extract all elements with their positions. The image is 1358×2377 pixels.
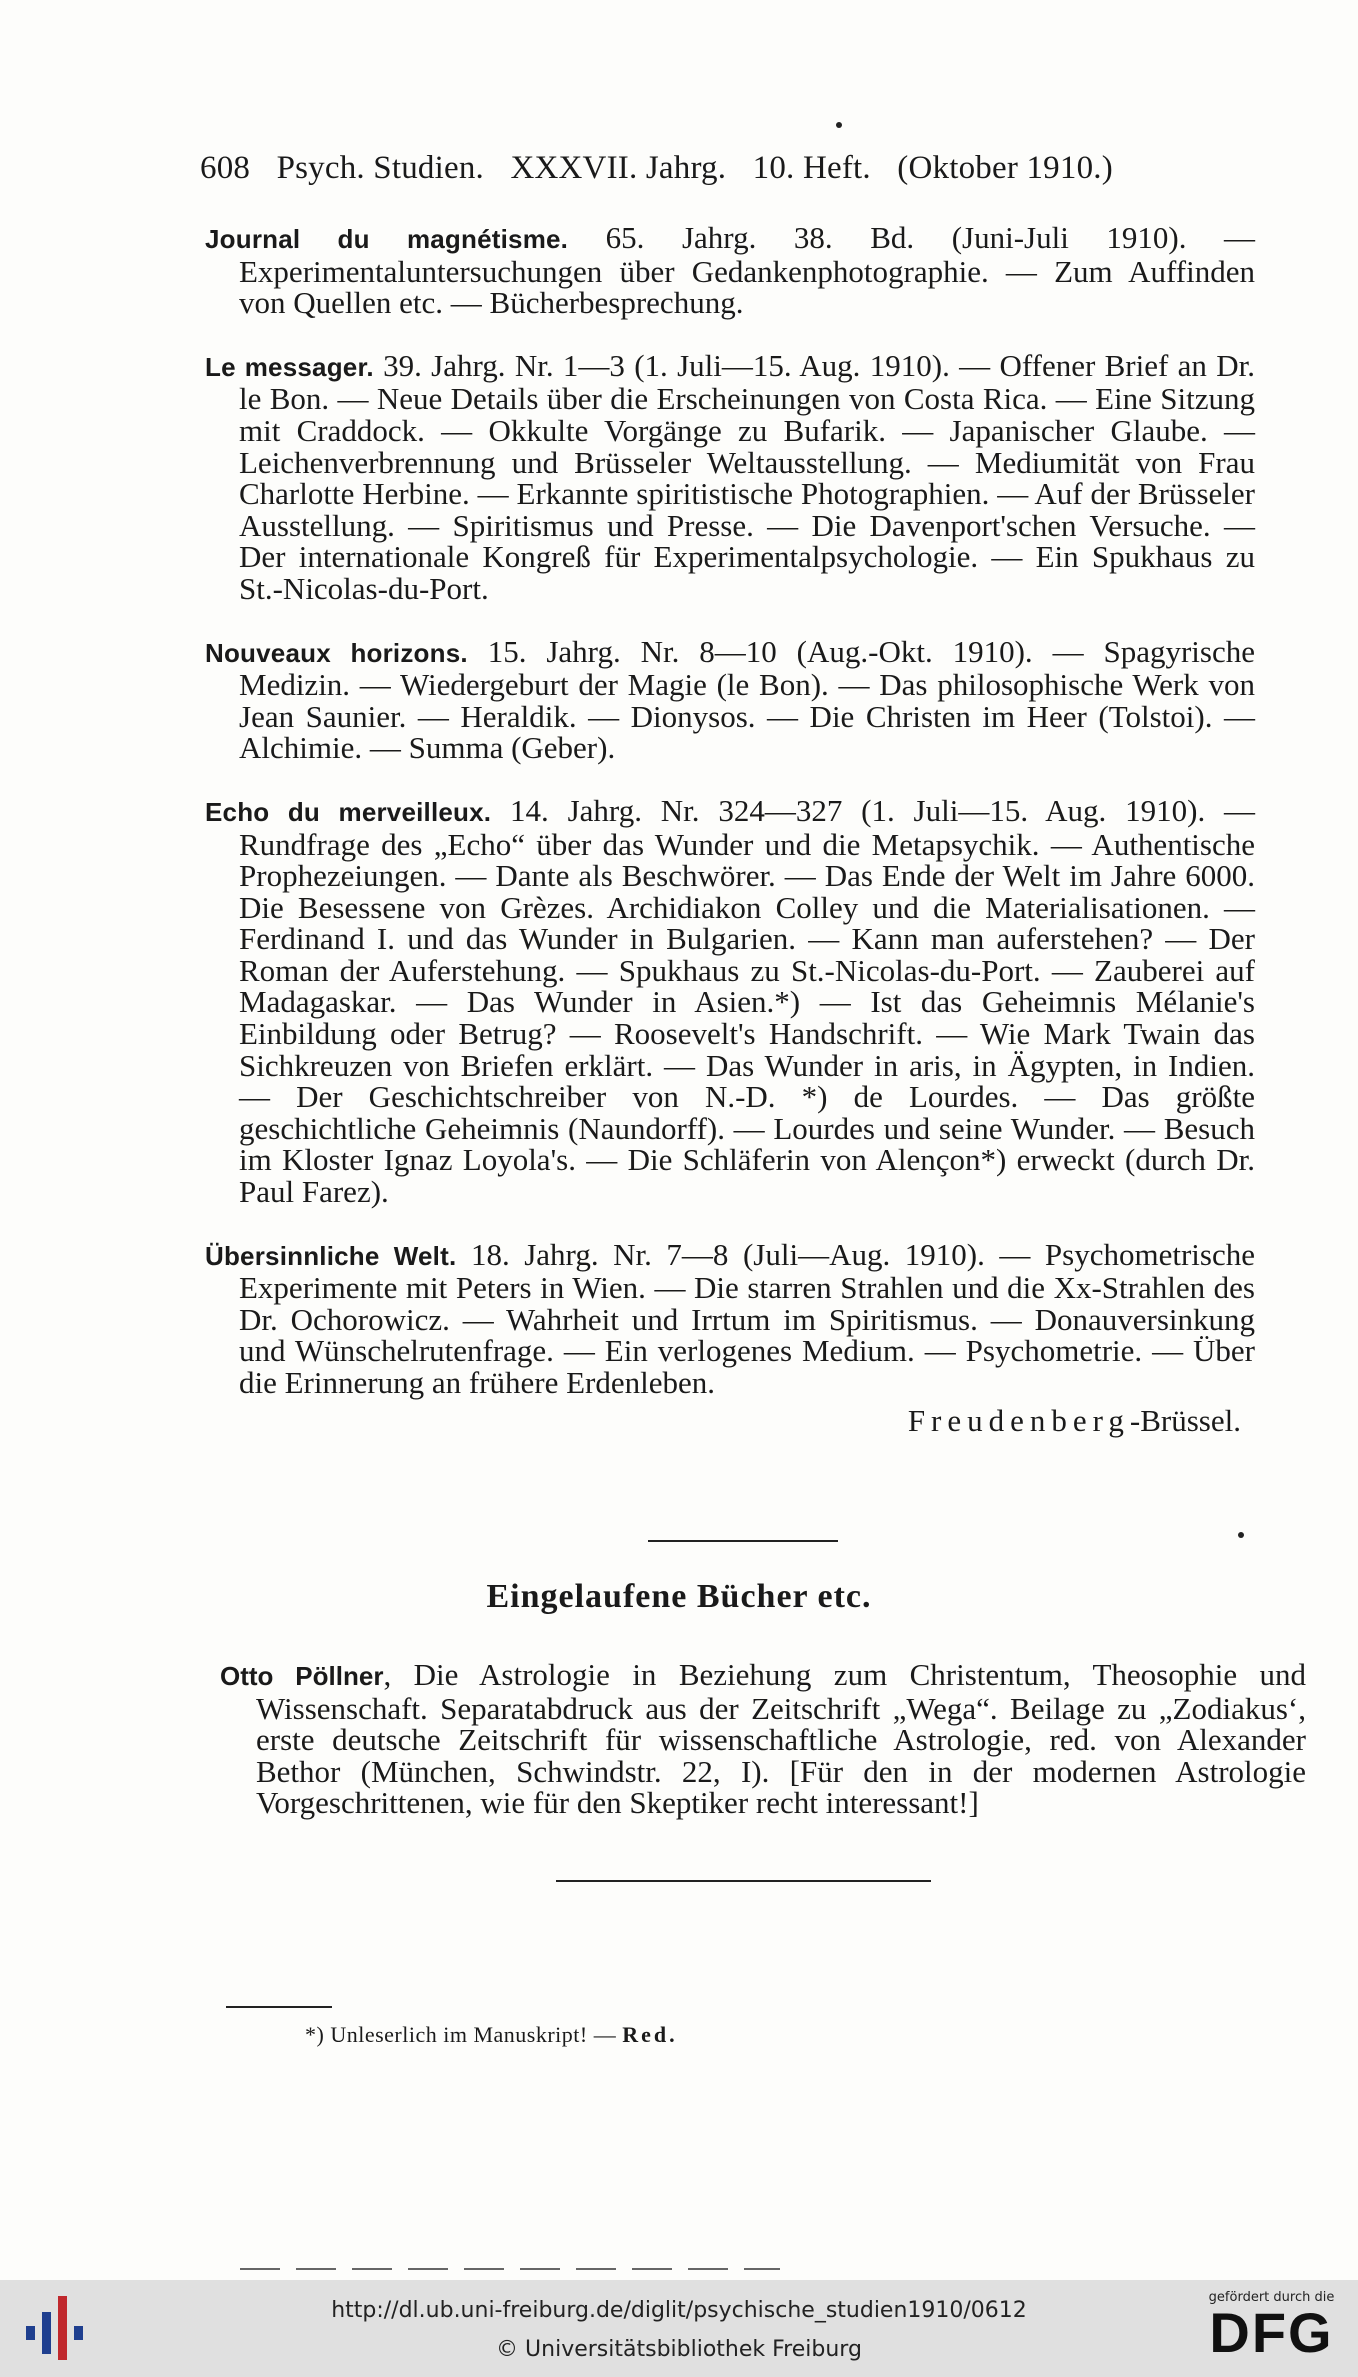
reviewer-name: Freudenberg [907, 1402, 1130, 1438]
list-item [205, 792, 1256, 1210]
entry-text: 15. Jahrg. Nr. 8—10 (Aug.-Okt. 1910). — Spagyrische Medizin. — Wiedergeburt der Magie (le Bon). — Das philosophische Werk von Jean Saunier. — Heraldik. — Dionysos. — Die Christen im Heer (Tolstoi). — Alchimie. — Summa (Geber). [239, 633, 1255, 766]
scan-speck [836, 122, 842, 128]
scan-speck [1238, 1532, 1244, 1538]
journal-name: Übersinnliche Welt. [205, 1240, 457, 1271]
copyright-notice: © Universitätsbibliothek Freiburg [496, 2337, 862, 2362]
journal-name: Journal du magnétisme. [205, 224, 569, 254]
scan-artifact-dashes [240, 2268, 780, 2270]
dfg-wordmark: DFG [1209, 2301, 1334, 2364]
list-item [205, 222, 1255, 319]
end-divider [556, 1880, 931, 1882]
funding-note: gefördert durch die [1208, 2290, 1335, 2305]
running-head [200, 150, 1250, 187]
book-author: Otto Pöllner [220, 1661, 384, 1691]
entry-text: 65. Jahrg. 38. Bd. (Juni-Juli 1910). — Experimentaluntersuchungen über Gedankenphotographie. — Zum Auffinden von Quellen etc. — Bücherbesprechung. [239, 220, 1256, 321]
source-url[interactable]: http://dl.ub.uni-freiburg.de/diglit/psychische_studien1910/0612 [331, 2298, 1027, 2323]
footnote-rule [226, 2006, 332, 2008]
list-item [205, 633, 1255, 766]
issue: 10. Heft. [752, 150, 871, 186]
dfg-logo [1199, 2290, 1344, 2364]
page-number: 608 [200, 150, 251, 186]
volume: XXXVII. Jahrg. [510, 150, 727, 186]
viewer-footer [0, 2280, 1358, 2377]
journal-name: Echo du merveilleux. [205, 796, 492, 827]
footnote-signoff: Red. [622, 2022, 678, 2047]
list-item [205, 1236, 1255, 1400]
book-entry [220, 1659, 1306, 1819]
reviewer-place: -Brüssel. [1129, 1402, 1241, 1438]
footnote-text: *) Unleserlich im Manuskript! — [305, 2022, 617, 2047]
reviewer-signature [205, 1403, 1255, 1439]
entry-text: 14. Jahrg. Nr. 324—327 (1. Juli—15. Aug. 1910). — Rundfrage des „Echo“ über das Wunder und die Metapsychik. — Authentische Prophezeiungen. — Dante als Beschwörer. — Das Ende der Welt im Jahre 6000. Die Besessene von Grèzes. Archidiakon Colley und die Materialisationen. — Ferdinand I. und das Wunder in Bulgarien. — Kann man auferstehen? — Der Roman der Auferstehung. — Spukhaus zu St.-Nicolas-du-Port. — Zauberei auf Madagaskar. — Das Wunder in Asien.*) — Ist das Geheimnis Mélanie's Einbildung oder Betrug? — Roosevelt's Handschrift. — Wie Mark Twain das Sichkreuzen von Briefen erklärt. — Das Wunder in aris, in Ägypten, in Indien. — Der Geschichtschreiber von N.-D. *) de Lourdes. — Das größte geschichtliche Geheimnis (Naundorff). — Lourdes und seine Wunder. — Besuch im Kloster Ignaz Loyola's. — Die Schläferin von Alençon*) erweckt (durch Dr. Paul Farez). [239, 792, 1256, 1210]
entry-text: 39. Jahrg. Nr. 1—3 (1. Juli—15. Aug. 1910). — Offener Brief an Dr. le Bon. — Neue Details über die Erscheinungen von Costa Rica. — Eine Sitzung mit Craddock. — Okkulte Vorgänge zu Bufarik. — Japanischer Glaube. — Leichenverbrennung und Brüsseler Weltausstellung. — Mediumität von Frau Charlotte Herbine. — Erkannte spiritistische Photographien. — Auf der Brüsseler Ausstellung. — Spiritismus und Presse. — Die Davenport'schen Versuche. — Der internationale Kongreß für Experimentalpsychologie. — Ein Spukhaus zu St.-Nicolas-du-Port. [239, 347, 1255, 606]
journal-review-list [205, 222, 1255, 1439]
book-text: , Die Astrologie in Beziehung zum Christentum, Theosophie und Wissenschaft. Separatabdruck aus der Zeitschrift „Wega“. Beilage zu „Zodiakus‘, erste deutsche Zeitschrift für wissenschaftliche Astrologie, red. von Alexander Bethor (München, Schwindstr. 22, I). [Für den in der modernen Astrologie Vorgeschrittenen, wie für den Skeptiker recht interessant!] [256, 1657, 1306, 1821]
footnote [305, 2022, 678, 2048]
section-title: Eingelaufene Bücher etc. [486, 1578, 872, 1615]
issue-date: (Oktober 1910.) [897, 150, 1113, 186]
section-divider [648, 1540, 838, 1542]
journal-title: Psych. Studien. [276, 150, 484, 186]
list-item [205, 347, 1255, 606]
journal-name: Nouveaux horizons. [205, 637, 468, 668]
journal-name: Le messager. [205, 351, 374, 382]
entry-text: 18. Jahrg. Nr. 7—8 (Juli—Aug. 1910). — Psychometrische Experimente mit Peters in Wien. — Die starren Strahlen und die Xx-Strahlen des Dr. Ochorowicz. — Wahrheit und Irrtum im Spiritismus. — Donauversinkung und Wünschelrutenfrage. — Ein verlogenes Medium. — Psychometrie. — Über die Erinnerung an frühere Erdenleben. [239, 1236, 1255, 1400]
